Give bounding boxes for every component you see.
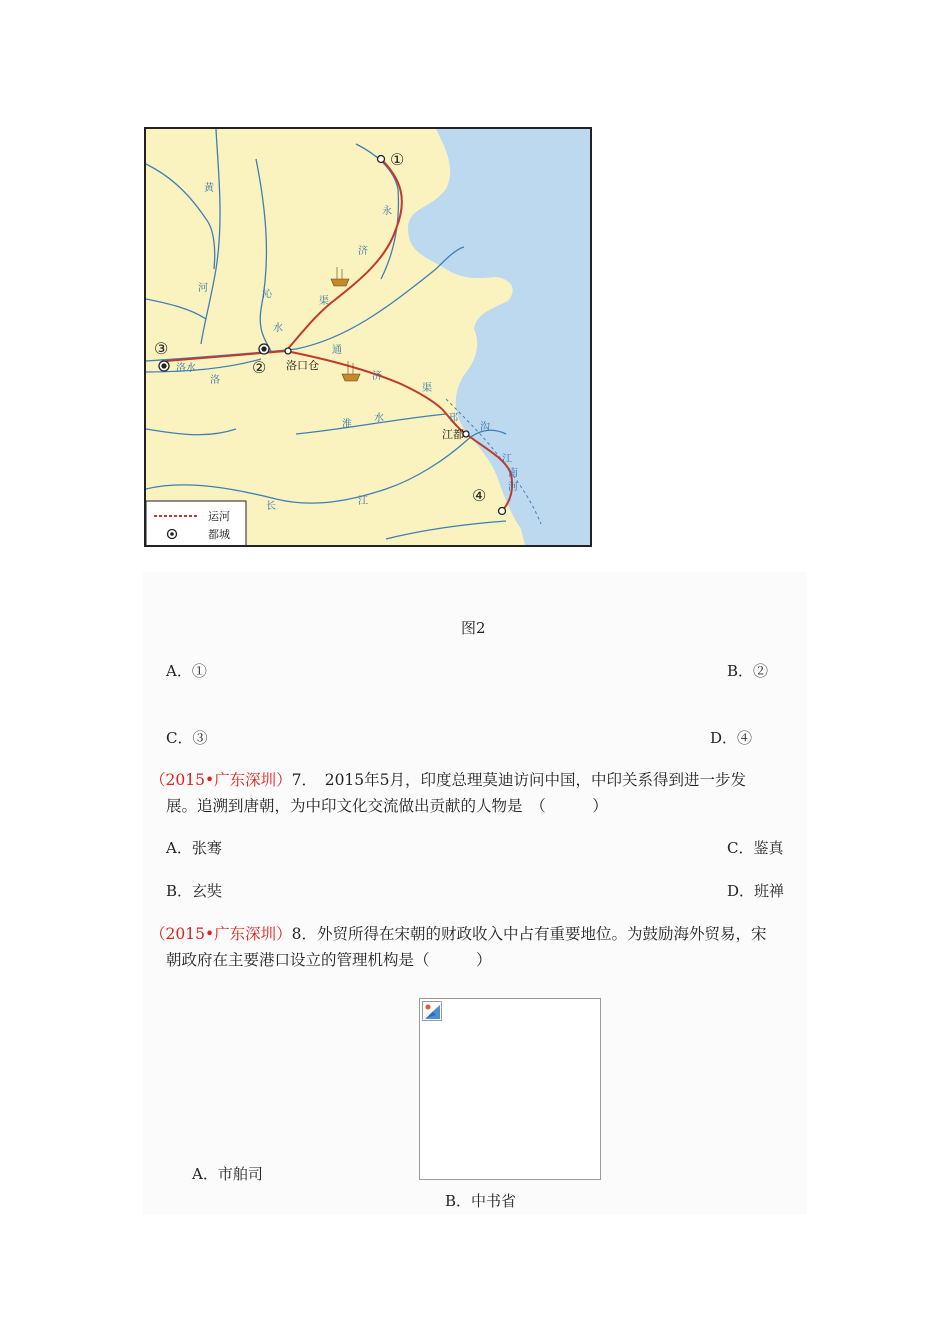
q7-option-d: D．班禅: [727, 882, 785, 900]
place-luokou: 洛口仓: [286, 359, 319, 372]
yongji-canal: [286, 159, 402, 351]
river-char: 淮: [342, 419, 352, 430]
river-char: 沁: [262, 289, 272, 300]
q7-stem-1: 7． 2015年5月，印度总理莫迪访问中国，中印关系得到进一步发: [291, 771, 747, 789]
river-northwest: [146, 164, 215, 269]
yellow-river-main: [146, 247, 464, 361]
river-char: 济: [372, 371, 382, 382]
river-char: 邗: [448, 413, 458, 424]
q8-option-a: A．市舶司: [192, 1165, 263, 1183]
river-char: 洛水: [176, 363, 196, 374]
q8-option-b: B．中书省: [445, 1192, 517, 1210]
q6-option-c: C．③: [166, 729, 208, 747]
figure-caption: 图2: [461, 619, 486, 637]
legend-capital: 都城: [208, 528, 230, 541]
river-char: 水: [374, 413, 384, 424]
river-char: 南: [508, 468, 518, 479]
river-char: 河: [198, 283, 208, 294]
map-legend: [146, 501, 246, 547]
q6-option-a: A．①: [166, 662, 207, 680]
legend-canal: 运河: [208, 510, 230, 523]
q7-option-a: A．张骞: [166, 839, 222, 857]
broken-image-icon: [422, 1001, 442, 1021]
river-char: 长: [266, 501, 276, 512]
marker-label-1: ①: [390, 150, 405, 169]
broken-image-placeholder: [419, 998, 601, 1180]
yangtze-river: [146, 430, 506, 503]
place-jiangdu: 江都: [442, 428, 464, 441]
q7-source: （2015•广东深圳）: [150, 771, 292, 789]
river-char: 济: [358, 246, 368, 257]
boat-icon-1: [331, 267, 349, 286]
river-char: 水: [273, 323, 283, 334]
marker-2-capital-inner: [262, 347, 266, 351]
map-svg: [146, 129, 592, 547]
marker-4-dot: [499, 508, 506, 515]
qin-river: [256, 159, 271, 351]
river-char: 渠: [422, 383, 432, 394]
q7-option-b: B．玄奘: [166, 882, 223, 900]
luokou-dot: [285, 348, 291, 354]
river-char: 沟: [480, 422, 490, 433]
marker-label-3: ③: [154, 339, 169, 358]
river-char: 通: [332, 345, 342, 356]
river-char: 洛: [210, 375, 220, 386]
river-char: 江: [502, 454, 512, 465]
huai-river: [296, 414, 446, 434]
qiantang-river: [386, 521, 506, 539]
river-char: 永: [382, 206, 392, 217]
han-river: [146, 429, 236, 435]
sea-area: [408, 129, 592, 547]
river-char: 渠: [319, 296, 329, 307]
q8-line-2: 朝政府在主要港口设立的管理机构是（ ）: [166, 951, 492, 969]
marker-3-capital-inner: [162, 364, 166, 368]
q8-line-1: [150, 922, 766, 946]
q7-option-c: C．鉴真: [727, 839, 784, 857]
river-char: 黄: [204, 183, 214, 194]
q6-option-d: D．④: [710, 729, 753, 747]
yellow-river-upper: [201, 129, 220, 344]
river-char: 河: [508, 482, 518, 493]
marker-label-4: ④: [472, 486, 487, 505]
marker-1-dot: [378, 156, 385, 163]
q8-stem-1: 8．外贸所得在宋朝的财政收入中占有重要地位。为鼓励海外贸易，宋: [291, 925, 767, 943]
q7-line-2: 展。追溯到唐朝，为中印文化交流做出贡献的人物是 （ ）: [166, 797, 608, 815]
river-char: 江: [358, 496, 368, 507]
q6-option-b: B．②: [727, 662, 769, 680]
marker-label-2: ②: [252, 358, 267, 377]
grand-canal-map: [144, 127, 592, 547]
upper-west-river: [146, 299, 206, 319]
q8-source: （2015•广东深圳）: [150, 925, 292, 943]
q7-line-1: [150, 768, 746, 792]
